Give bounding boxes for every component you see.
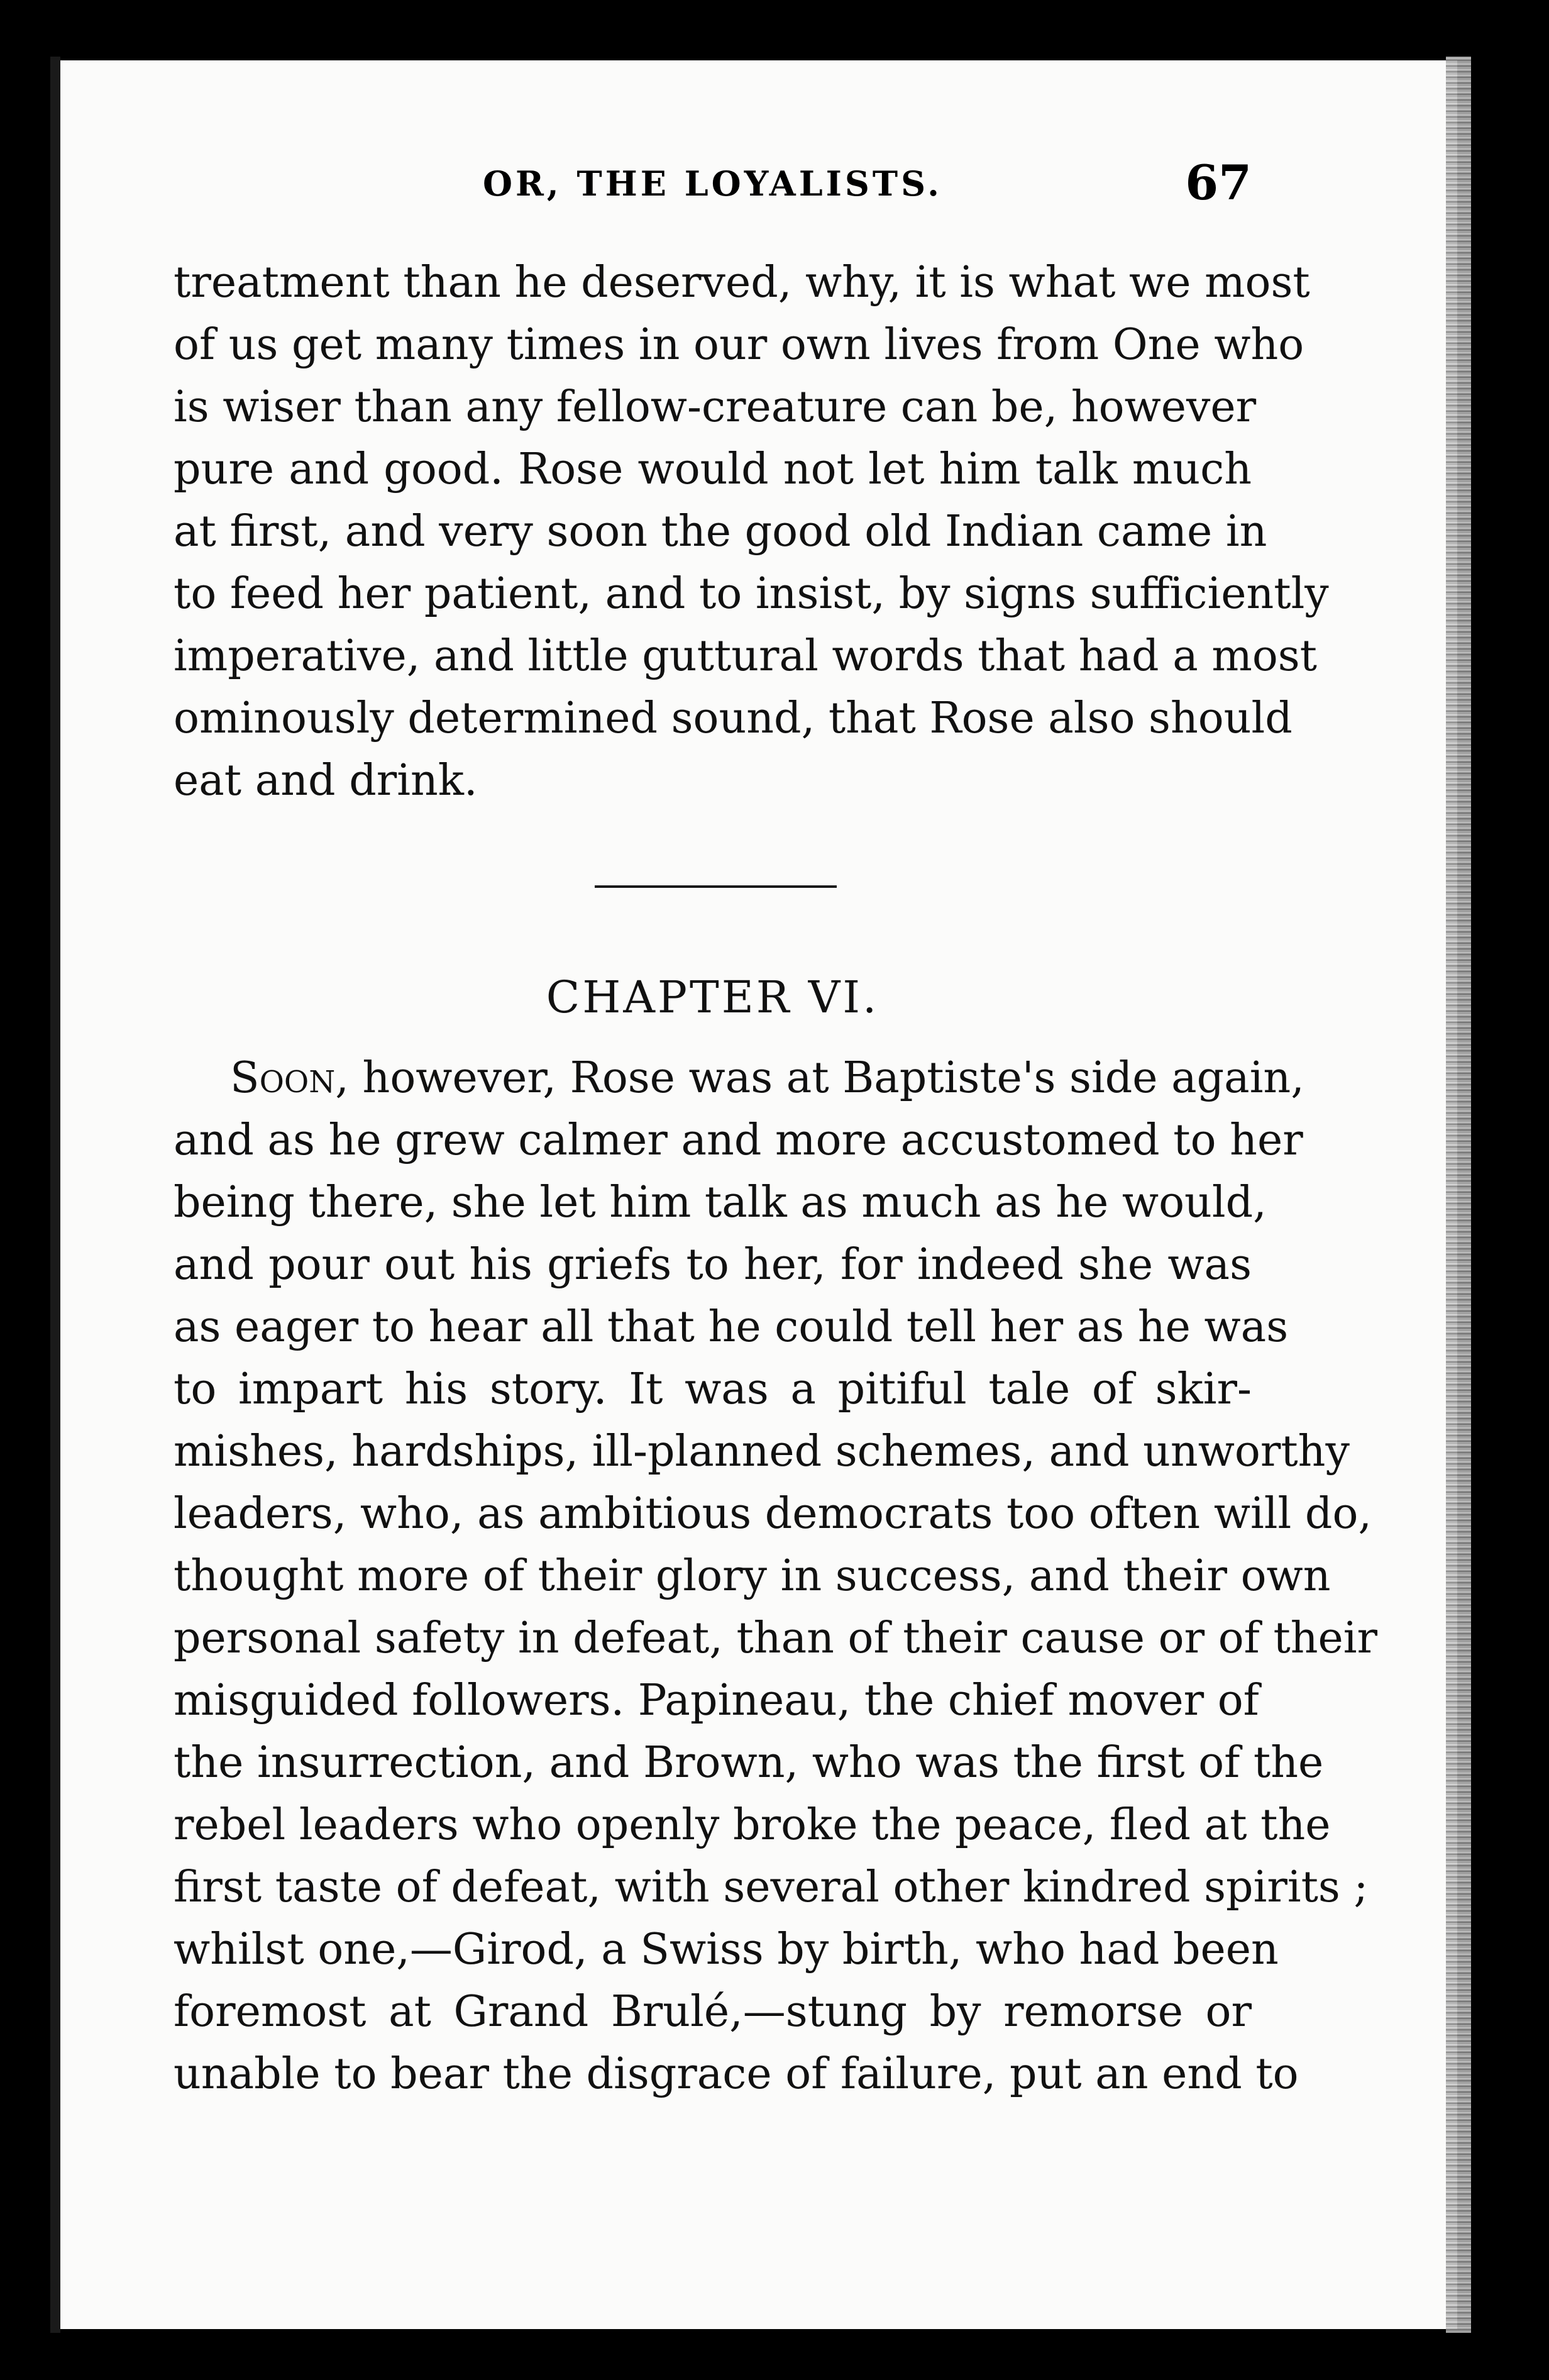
text-line: at first, and very soon the good old Indian came in	[174, 507, 1267, 556]
section-divider	[595, 885, 837, 888]
page-edge-left	[50, 57, 60, 2333]
text-line: imperative, and little guttural words that had a most	[174, 631, 1317, 681]
running-title: OR, THE LOYALISTS.	[483, 163, 942, 204]
text-line: thought more of their glory in success, and their own	[174, 1551, 1331, 1601]
text-line: leaders, who, as ambitious democrats too often will do,	[174, 1489, 1372, 1539]
running-head	[174, 155, 1252, 211]
text-line: foremost at Grand Brulé,—stung by remorse or	[174, 1987, 1252, 2037]
text-line: is wiser than any fellow-creature can be, however	[174, 382, 1257, 432]
text-line: and as he grew calmer and more accustomed to her	[174, 1115, 1303, 1165]
text-line: pure and good. Rose would not let him talk much	[174, 445, 1252, 494]
text-line: treatment than he deserved, why, it is what we most	[174, 258, 1310, 307]
text-line: misguided followers. Papineau, the chief mover of	[174, 1676, 1259, 1725]
paragraph-chapter-opening	[174, 1047, 1378, 2105]
text-line: and pour out his griefs to her, for indeed she was	[174, 1240, 1252, 1290]
text-line: whilst one,—Girod, a Swiss by birth, who had been	[174, 1925, 1279, 1974]
text-line: the insurrection, and Brown, who was the first of the	[174, 1738, 1324, 1788]
text-line: as eager to hear all that he could tell her as he was	[174, 1302, 1289, 1352]
text-line: to feed her patient, and to insist, by signs sufficiently	[174, 569, 1329, 619]
opening-word: Soon,	[230, 1053, 349, 1103]
text-line: mishes, hardships, ill-planned schemes, and unworthy	[174, 1427, 1350, 1476]
text-line: rebel leaders who openly broke the peace, fled at the	[174, 1800, 1331, 1850]
text-line: being there, she let him talk as much as he would,	[174, 1178, 1267, 1227]
chapter-heading: CHAPTER VI.	[546, 971, 879, 1023]
text-line: unable to bear the disgrace of failure, put an end to	[174, 2049, 1299, 2099]
text-line: eat and drink.	[174, 756, 478, 805]
text-line: to impart his story. It was a pitiful tale of skir-	[174, 1364, 1252, 1414]
text-line-first	[174, 1047, 1304, 1109]
text-line: personal safety in defeat, than of their cause or of their	[174, 1613, 1378, 1663]
text-line-rest: however, Rose was at Baptiste's side again,	[348, 1053, 1304, 1103]
text-line: of us get many times in our own lives from One who	[174, 320, 1304, 370]
page-number: 67	[1185, 155, 1252, 211]
paragraph-continued	[174, 252, 1329, 812]
page-edge-right	[1446, 57, 1471, 2333]
text-line: first taste of defeat, with several other kindred spirits ;	[174, 1862, 1369, 1912]
text-line: ominously determined sound, that Rose also should	[174, 694, 1293, 743]
